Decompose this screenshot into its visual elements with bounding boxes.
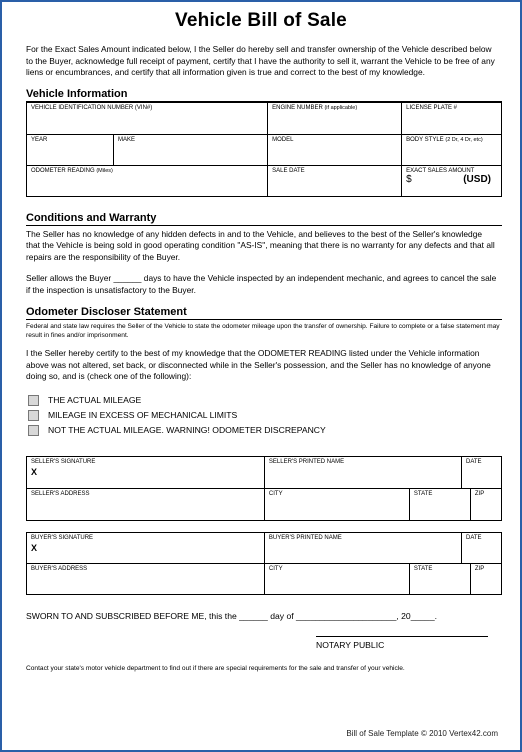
buyer-address-field[interactable]: BUYER'S ADDRESS [27,563,265,594]
seller-address-field[interactable]: SELLER'S ADDRESS [27,488,265,520]
model-field[interactable]: MODEL [268,134,402,165]
option-not-actual-mileage[interactable]: NOT THE ACTUAL MILEAGE. WARNING! ODOMETER DISCREPANCY [28,423,502,438]
option-excess-mileage[interactable]: MILEAGE IN EXCESS OF MECHANICAL LIMITS [28,408,502,423]
buyer-city-field[interactable]: CITY [264,563,409,594]
conditions-paragraph: The Seller has no knowledge of any hidden defects in and to the Vehicle, and believes to the best of the Seller's knowledge that the Vehicle is being sold in good operating condition "AS-IS", meaning that there is no warranty for any defects and that all repairs are the responsibility of the Buyer. [26,228,495,262]
exact-amount-field[interactable]: EXACT SALES AMOUNT $ (USD) [402,165,502,196]
footer-credit: Bill of Sale Template © 2010 Vertex42.com [346,729,498,738]
notary-signature-line[interactable] [316,636,488,637]
buyer-signature-field[interactable]: BUYER'S SIGNATURE X [27,532,265,563]
buyer-table [26,532,502,595]
engine-field[interactable]: ENGINE NUMBER (if applicable) [268,102,402,134]
odometer-options [20,393,502,438]
year-field[interactable]: YEAR [27,134,114,165]
seller-name-field[interactable]: SELLER'S PRINTED NAME [264,456,461,488]
checkbox[interactable] [28,410,39,421]
section-rule [26,319,502,320]
seller-city-field[interactable]: CITY [264,488,409,520]
option-actual-mileage[interactable]: THE ACTUAL MILEAGE [28,393,502,408]
document-title: Vehicle Bill of Sale [175,10,347,31]
seller-signature-field[interactable]: SELLER'S SIGNATURE X [27,456,265,488]
checkbox[interactable] [28,425,39,436]
contact-note: Contact your state's motor vehicle department to find out if there are special requirements for the sale and transfer of your vehicle. [26,664,405,672]
inspection-paragraph: Seller allows the Buyer ______ days to have the Vehicle inspected by an independent mechanic, and agrees to cancel the sale if the inspection is unsatisfactory to the Buyer. [26,273,497,295]
buyer-name-field[interactable]: BUYER'S PRINTED NAME [264,532,461,563]
make-field[interactable]: MAKE [114,134,268,165]
plate-field[interactable]: LICENSE PLATE # [402,102,502,134]
buyer-zip-field[interactable]: ZIP [474,565,485,572]
odometer-law-text: Federal and state law requires the Seller of the Vehicle to state the odometer mileage upon the transfer of ownership. Failure to complete or a false statement may result in fines and/or imprisonment. [26,323,500,339]
seller-zip-field[interactable]: ZIP [474,490,485,497]
seller-state-field[interactable]: STATE [410,489,471,520]
vin-field[interactable]: VEHICLE IDENTIFICATION NUMBER (VIN#) [27,102,268,134]
seller-date-field[interactable]: DATE [461,456,501,488]
sale-date-field[interactable]: SALE DATE [268,165,402,196]
sworn-statement: SWORN TO AND SUBSCRIBED BEFORE ME, this the ______ day of _____________________, 20_____. [26,610,437,621]
conditions-heading: Conditions and Warranty [26,211,157,224]
buyer-date-field[interactable]: DATE [461,532,501,563]
section-rule [26,225,502,226]
seller-table [26,456,502,521]
odometer-certify-text: I the Seller hereby certify to the best of my knowledge that the ODOMETER READING listed under the Vehicle information above was not altered, set back, or disconnected while in the Seller's possession, and the Seller has no knowledge of anyone doing so, and is (check one of the following): [26,348,491,381]
odometer-field[interactable]: ODOMETER READING (Miles) [27,165,268,196]
intro-paragraph: For the Exact Sales Amount indicated below, I the Seller do hereby sell and transfer ownership of the Vehicle described below to the Buyer, acknowledge full receipt of payment, certify that I have the authority to sell it, warrant the Vehicle to be free of any liens or encumbrances, and certify that all information given is true and correct to the best of my knowledge. [26,44,495,77]
body-style-field[interactable]: BODY STYLE (2 Dr, 4 Dr, etc) [402,134,502,165]
vehicle-heading: Vehicle Information [26,87,128,100]
vehicle-table [26,102,502,197]
document-page [20,6,502,672]
buyer-state-field[interactable]: STATE [410,564,471,594]
notary-label: NOTARY PUBLIC [316,639,385,650]
odometer-heading: Odometer Discloser Statement [26,306,187,318]
checkbox[interactable] [28,395,39,406]
